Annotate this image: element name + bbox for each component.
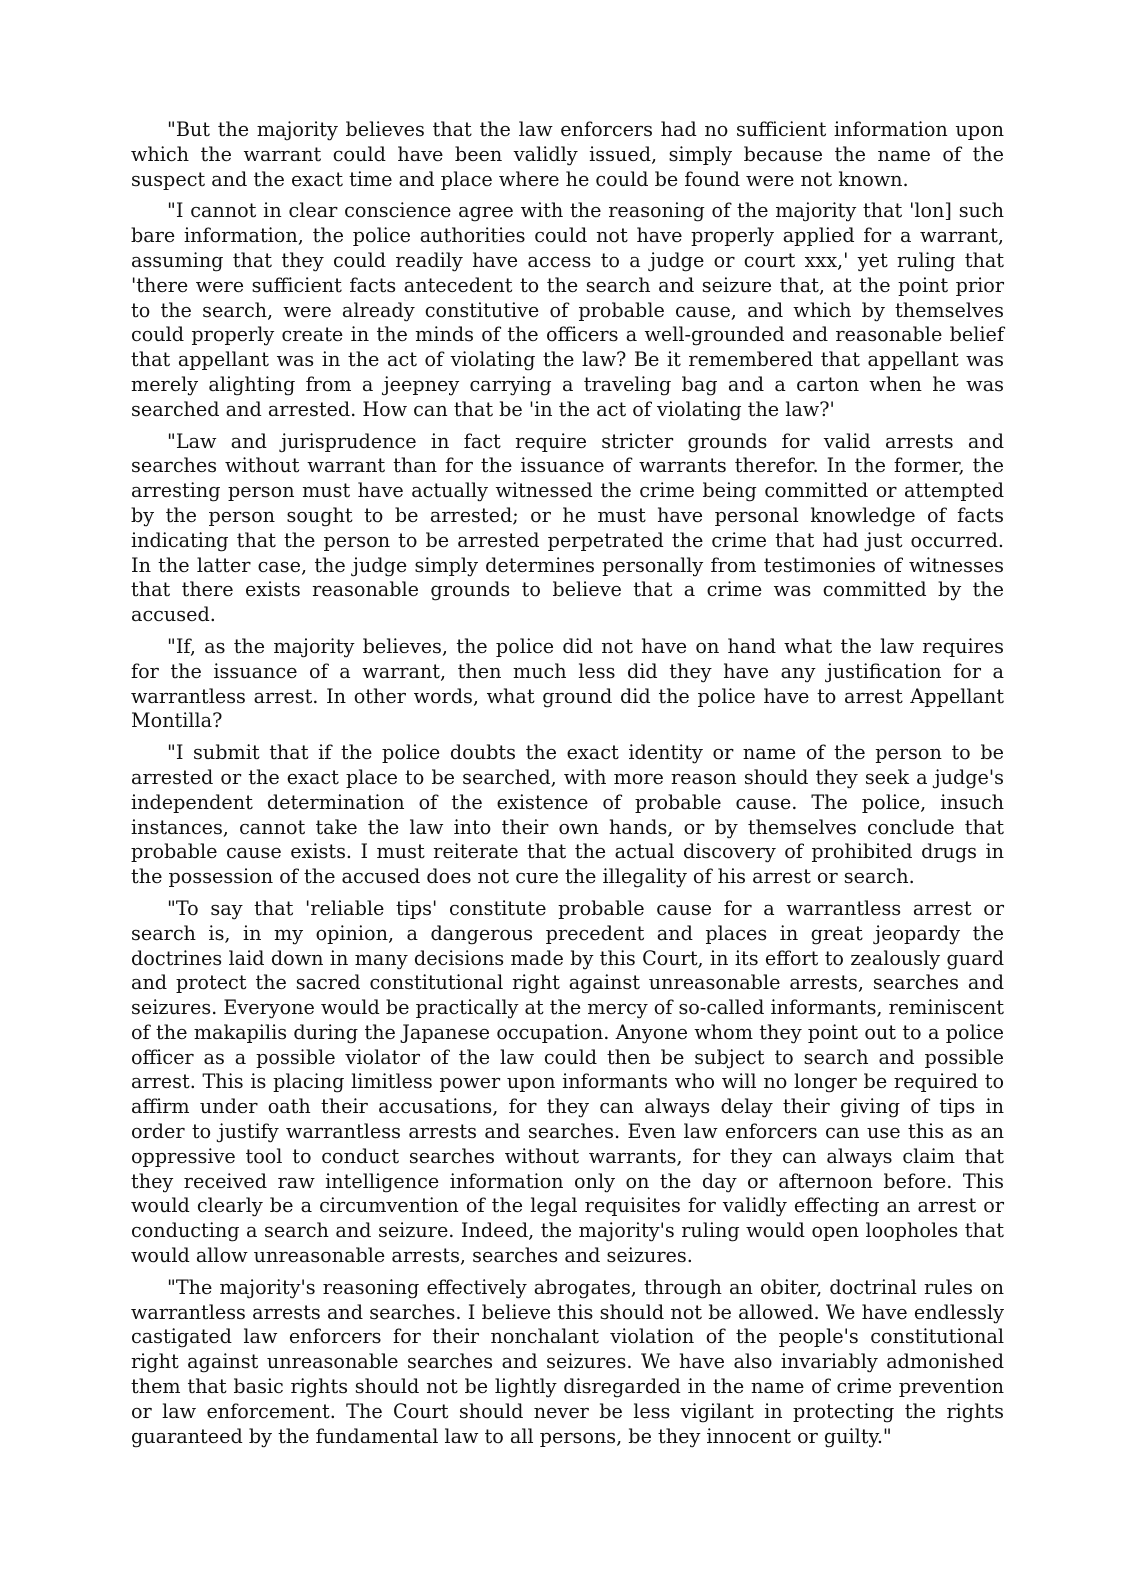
paragraph-6: "To say that 'reliable tips' constitute probable cause for a warrantless arrest or search is, in my opinion, a dangerous precedent and places in great jeopardy the doctrines laid down in many decisions made by this Court, in its effort to zealously guard and protect the sacred constitutional right against unreasonable arrests, searches and seizures. Everyone would be practically at the mercy of so-called informants, reminiscent of the makapilis during the Japanese occupation. Anyone whom they point out to a police officer as a possible violator of the law could then be subject to search and possible arrest. This is placing limitless power upon informants who will no longer be required to affirm under oath their accusations, for they can always delay their giving of tips in order to justify warrantless arrests and searches. Even law enforcers can use this as an oppressive tool to conduct searches without warrants, for they can always claim that they received raw intelligence information only on the day or afternoon before. This would clearly be a circumvention of the legal requisites for validly effecting an arrest or conducting a search and seizure. Indeed, the majority's ruling would open loopholes that would allow unreasonable arrests, searches and seizures. — [131, 896, 1004, 1268]
paragraph-3: "Law and jurisprudence in fact require stricter grounds for valid arrests and searches without warrant than for the issuance of warrants therefor. In the former, the arresting person must have actually witnessed the crime being committed or attempted by the person sought to be arrested; or he must have personal knowledge of facts indicating that the person to be arrested perpetrated the crime that had just occurred. In the latter case, the judge simply determines personally from testimonies of witnesses that there exists reasonable grounds to believe that a crime was committed by the accused. — [131, 429, 1004, 627]
paragraph-1: "But the majority believes that the law enforcers had no sufficient information upon which the warrant could have been validly issued, simply because the name of the suspect and the exact time and place where he could be found were not known. — [131, 118, 1004, 191]
paragraph-5: "I submit that if the police doubts the exact identity or name of the person to be arrested or the exact place to be searched, with more reason should they seek a judge's independent determination of the existence of probable cause. The police, insuch instances, cannot take the law into their own hands, or by themselves conclude that probable cause exists. I must reiterate that the actual discovery of prohibited drugs in the possession of the accused does not cure the illegality of his arrest or search. — [131, 741, 1004, 889]
document-page — [131, 118, 1004, 1456]
paragraph-7: "The majority's reasoning effectively abrogates, through an obiter, doctrinal rules on warrantless arrests and searches. I believe this should not be allowed. We have endlessly castigated law enforcers for their nonchalant violation of the people's constitutional right against unreasonable searches and seizures. We have also invariably admonished them that basic rights should not be lightly disregarded in the name of crime prevention or law enforcement. The Court should never be less vigilant in protecting the rights guaranteed by the fundamental law to all persons, be they innocent or guilty." — [131, 1275, 1004, 1448]
paragraph-2: "I cannot in clear conscience agree with the reasoning of the majority that 'lon] such bare information, the police authorities could not have properly applied for a warrant, assuming that they could readily have access to a judge or court xxx,' yet ruling that 'there were sufficient facts antecedent to the search and seizure that, at the point prior to the search, were already constitutive of probable cause, and which by themselves could properly create in the minds of the officers a well-grounded and reasonable belief that appellant was in the act of violating the law? Be it remembered that appellant was merely alighting from a jeepney carrying a traveling bag and a carton when he was searched and arrested. How can that be 'in the act of violating the law?' — [131, 199, 1004, 421]
paragraph-4: "If, as the majority believes, the police did not have on hand what the law requires for the issuance of a warrant, then much less did they have any justification for a warrantless arrest. In other words, what ground did the police have to arrest Appellant Montilla? — [131, 634, 1004, 733]
